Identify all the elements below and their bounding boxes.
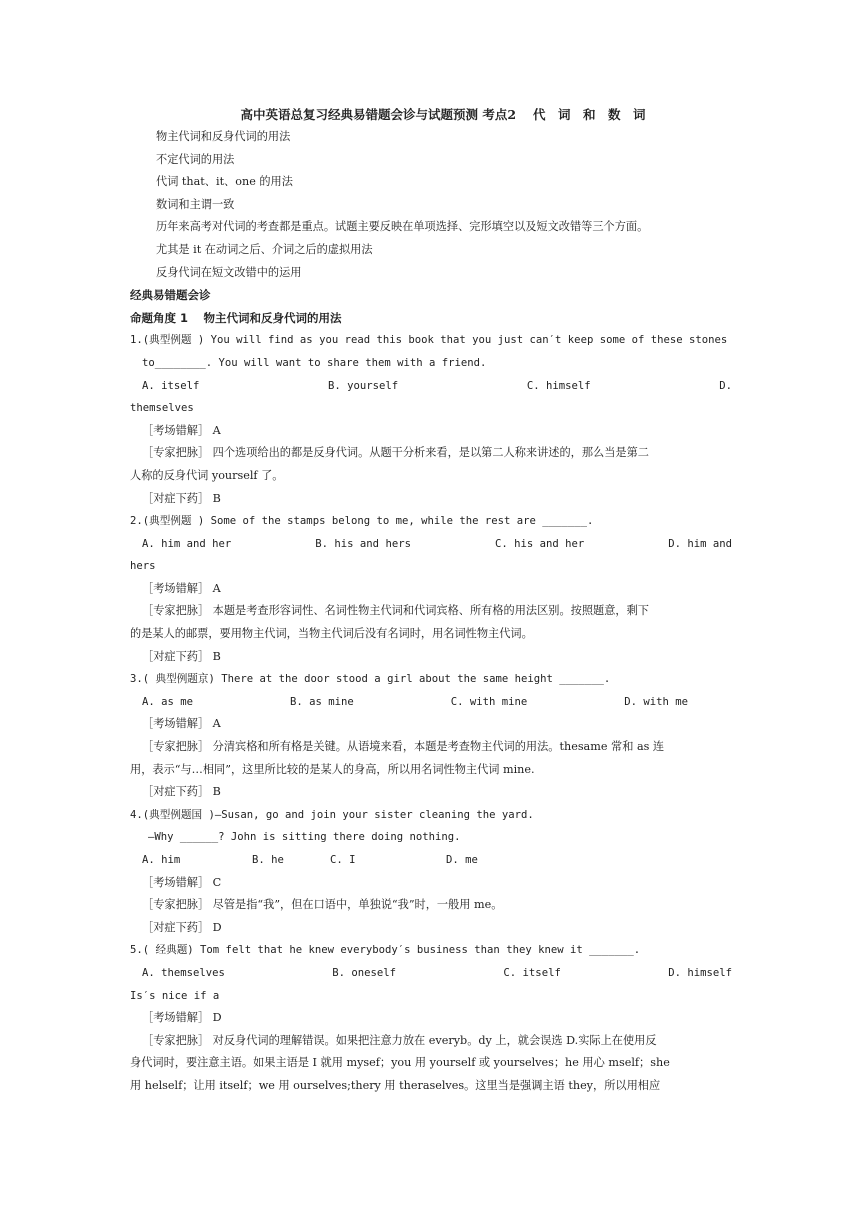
option-b: B. oneself <box>332 966 397 979</box>
intro-line: 代词 that、it、one 的用法 <box>156 175 293 189</box>
option-b: B. his and hers <box>315 537 411 550</box>
expert-analysis: 用 helself；让用 itself；we 用 ourselves;thery 用 theraselves。这里当是强调主语 they，所以用相应 <box>130 1078 661 1092</box>
expert-analysis: ［专家把脉］ 分清宾格和所有格是关键。从语境来看，本题是考查物主代词的用法。thesame 常和 as 连 <box>142 740 665 754</box>
intro-line: 尤其是 it 在动词之后、介词之后的虚拟用法 <box>156 242 373 256</box>
question-stem: 5.( 经典题) Tom felt that he knew everybody′s business than they knew it _______. <box>130 944 641 957</box>
option-c: C. I <box>330 854 356 866</box>
option-c: C. with mine <box>450 695 528 708</box>
question-5 <box>130 939 732 1097</box>
option-row <box>130 849 732 872</box>
question-stem: —Why ______? John is sitting there doing nothing. <box>148 831 461 844</box>
question-stem: 1.(典型例题 ) You will find as you read this book that you just can′t keep some of these stones <box>130 334 728 347</box>
option-overflow: Is′s nice if a <box>130 989 220 1002</box>
section-title: 经典易错题会诊 <box>130 288 211 303</box>
expert-analysis: ［专家把脉］ 尽管是指“我”，但在口语中，单独说“我”时，一般用 me。 <box>142 898 503 912</box>
question-stem: 4.(典型例题国 )—Susan, go and join your sister cleaning the yard. <box>130 808 534 821</box>
option-d: D. himself <box>668 966 732 979</box>
document-page <box>130 104 732 1098</box>
wrong-answer: ［考场错解］ D <box>142 1011 222 1025</box>
intro-line: 不定代词的用法 <box>156 152 235 166</box>
question-3 <box>130 668 732 804</box>
expert-analysis: 的是某人的邮票，要用物主代词，当物主代词后没有名词时，用名词性物主代词。 <box>130 627 533 641</box>
wrong-answer: ［考场错解］ C <box>142 875 222 889</box>
question-4 <box>130 804 732 940</box>
option-a: A. themselves <box>142 966 225 979</box>
option-b: B. as mine <box>289 695 354 708</box>
option-d: D. with me <box>624 695 688 708</box>
correct-answer: ［对症下药］ D <box>142 920 222 934</box>
expert-analysis: 身代词时，要注意主语。如果主语是 I 就用 mysef；you 用 yourself 或 yourselves；he 用心 mself；she <box>130 1056 670 1070</box>
intro-line: 物主代词和反身代词的用法 <box>156 130 291 143</box>
option-overflow: hers <box>130 560 156 573</box>
option-row <box>130 375 732 398</box>
expert-analysis: 人称的反身代词 yourself 了。 <box>130 468 284 482</box>
question-stem: 3.( 典型例题京) There at the door stood a girl about the same height _______. <box>130 673 611 686</box>
intro-line: 反身代词在短文改错中的运用 <box>156 265 302 279</box>
option-a: A. itself <box>142 379 200 392</box>
option-overflow: themselves <box>130 402 194 415</box>
option-a: A. him <box>142 854 181 866</box>
document-title: 高中英语总复习经典易错题会诊与试题预测 考点2 代 词 和 数 词 <box>240 107 646 122</box>
question-stem: 2.(典型例题 ) Some of the stamps belong to me, while the rest are _______. <box>130 515 594 528</box>
option-c: C. himself <box>526 379 591 392</box>
expert-analysis: 用，表示“与…相同”，这里所比较的是某人的身高，所以用名词性物主代词 mine. <box>130 762 535 776</box>
option-row <box>130 962 732 985</box>
expert-analysis: ［专家把脉］ 本题是考查形容词性、名词性物主代词和代词宾格、所有格的用法区别。按照题意，剩下 <box>142 604 649 618</box>
wrong-answer: ［考场错解］ A <box>142 717 221 731</box>
question-2 <box>130 510 732 668</box>
option-row <box>130 691 732 714</box>
wrong-answer: ［考场错解］ A <box>142 581 221 595</box>
question-stem: to________. You will want to share them with a friend. <box>142 356 487 369</box>
expert-analysis: ［专家把脉］ 四个选项给出的都是反身代词。从题干分析来看，是以第二人称来讲述的，那么当是第二 <box>142 446 649 460</box>
wrong-answer: ［考场错解］ A <box>142 423 221 437</box>
option-d: D. me <box>446 854 478 866</box>
option-d: D. him and <box>668 537 732 550</box>
option-b: B. he <box>252 854 284 866</box>
correct-answer: ［对症下药］ B <box>142 491 221 505</box>
option-c: C. his and her <box>494 537 585 550</box>
intro-line: 历年来高考对代词的考查都是重点。试题主要反映在单项选择、完形填空以及短文改错等三个方面。 <box>156 220 649 234</box>
intro-line: 数词和主谓一致 <box>156 197 235 211</box>
option-b: B. yourself <box>328 379 399 392</box>
subsection-title: 命题角度 1 物主代词和反身代词的用法 <box>130 310 342 325</box>
option-a: A. as me <box>142 695 194 708</box>
question-1 <box>130 329 732 510</box>
option-row <box>130 533 732 556</box>
option-d: D. <box>719 379 732 392</box>
correct-answer: ［对症下药］ B <box>142 785 221 799</box>
correct-answer: ［对症下药］ B <box>142 649 221 663</box>
option-c: C. itself <box>503 966 561 979</box>
option-a: A. him and her <box>142 537 232 550</box>
expert-analysis: ［专家把脉］ 对反身代词的理解错误。如果把注意力放在 everyb。dy 上，就会误选 D.实际上在使用反 <box>142 1033 657 1047</box>
